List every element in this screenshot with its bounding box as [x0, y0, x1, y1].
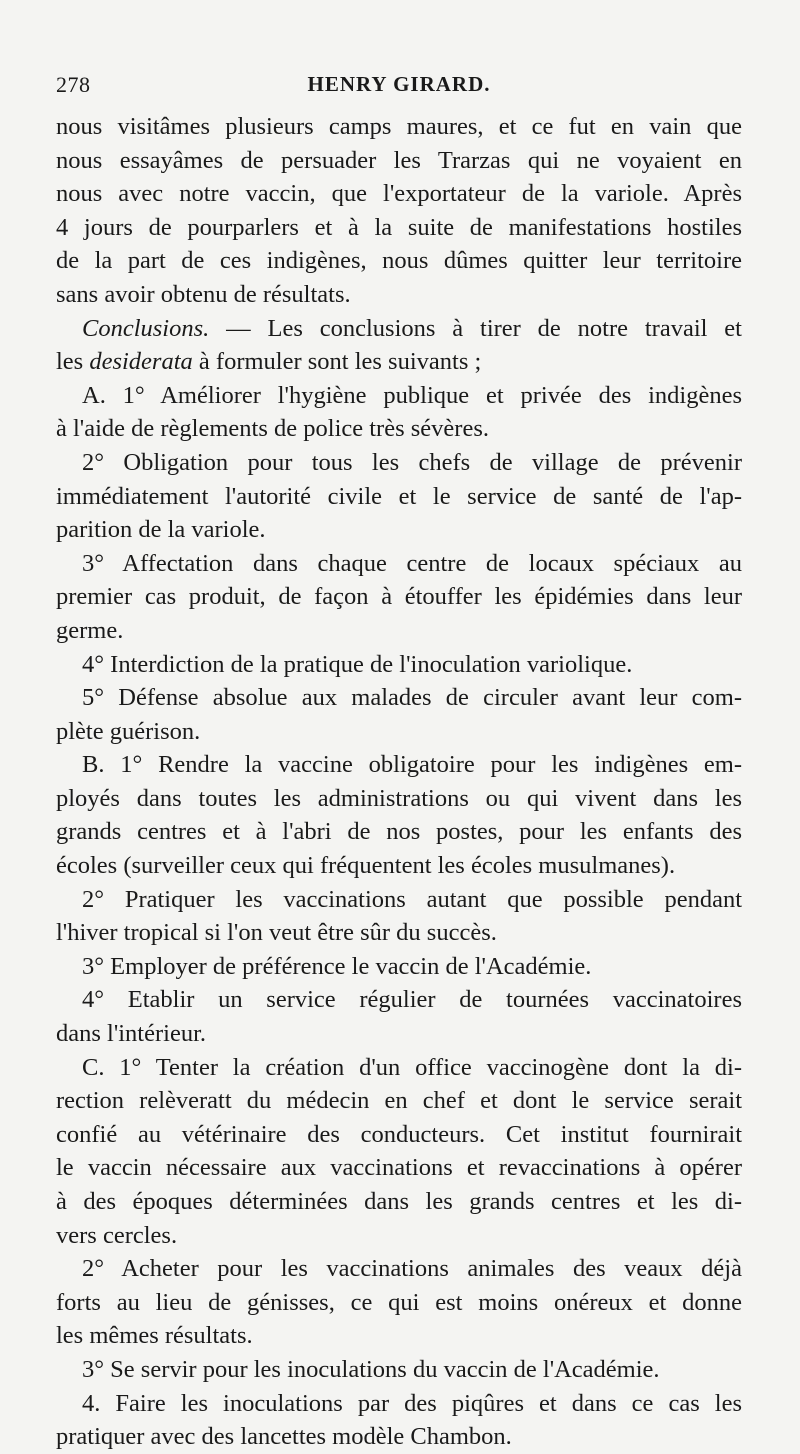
text-line-content: C. 1° Tenter la création d'un office vaccinogène dont la di- [82, 1053, 742, 1081]
text-line [56, 446, 742, 480]
running-head: HENRY GIRARD. [307, 72, 491, 96]
text-line [56, 1151, 742, 1185]
text-line [56, 1185, 742, 1219]
text-line [56, 513, 742, 547]
text-line [56, 144, 742, 178]
text-line-prefix: les [56, 348, 90, 376]
text-line-content: rection relèveratt du médecin en chef et dont le service serait [56, 1087, 742, 1115]
text-line [56, 849, 742, 883]
text-line [56, 715, 742, 749]
text-line-content: nous avec notre vaccin, que l'exportateur de la variole. Après [56, 180, 742, 208]
text-line-content: 4° Etablir un service régulier de tournées vaccinatoires [82, 986, 742, 1014]
text-line-content: nous essayâmes de persuader les Trarzas qui ne voyaient en [56, 146, 742, 174]
text-line [56, 1387, 742, 1421]
text-line [56, 815, 742, 849]
text-line [56, 1420, 742, 1454]
text-line-content: 4° Interdiction de la pratique de l'inoculation variolique. [82, 650, 633, 678]
text-line-content: forts au lieu de génisses, ce qui est moins onéreux et donne [56, 1288, 742, 1316]
text-line [56, 983, 742, 1017]
text-line [56, 480, 742, 514]
text-line-content: 3° Employer de préférence le vaccin de l'Académie. [82, 952, 592, 980]
text-line [56, 1319, 742, 1353]
text-line-content: à des époques déterminées dans les grands centres et les di- [56, 1188, 742, 1215]
text-line-content: confié au vétérinaire des conducteurs. Cet institut fournirait [56, 1120, 742, 1148]
text-line [56, 1051, 742, 1085]
text-line-content: immédiatement l'autorité civile et le service de santé de l'ap- [56, 482, 742, 510]
text-line [56, 614, 742, 648]
text-line [56, 1286, 742, 1320]
text-line [56, 110, 742, 144]
text-line [56, 278, 742, 312]
text-line-content: B. 1° Rendre la vaccine obligatoire pour les indigènes em- [82, 751, 742, 779]
text-line [56, 244, 742, 278]
text-line-content: grands centres et à l'abri de nos postes, pour les enfants des [56, 818, 742, 846]
text-line [56, 748, 742, 782]
text-line [56, 345, 742, 379]
text-line [56, 782, 742, 816]
text-line-content: 4. Faire les inoculations par des piqûres et dans ce cas les [82, 1389, 742, 1417]
text-line [56, 950, 742, 984]
text-line [56, 547, 742, 581]
text-line [56, 1118, 742, 1152]
text-line-content: écoles (surveiller ceux qui fréquentent les écoles musulmanes). [56, 852, 676, 880]
text-line-content: l'hiver tropical si l'on veut être sûr du succès. [56, 919, 497, 947]
text-line-content: à l'aide de règlements de police très sévères. [56, 415, 489, 443]
text-line-content: vers cercles. [56, 1221, 178, 1249]
text-line-content: nous visitâmes plusieurs camps maures, et ce fut en vain que [56, 113, 742, 140]
text-line [56, 1017, 742, 1051]
text-line [56, 681, 742, 715]
text-line-content: 3° Se servir pour les inoculations du vaccin de l'Académie. [82, 1355, 660, 1383]
text-line-content: 2° Acheter pour les vaccinations animales des veaux déjà [82, 1255, 742, 1283]
text-line [56, 412, 742, 446]
text-line [56, 883, 742, 917]
text-line [56, 312, 742, 346]
text-line-content: dans l'intérieur. [56, 1020, 207, 1048]
page-header [56, 72, 742, 102]
text-line [56, 1219, 742, 1253]
text-line [56, 1252, 742, 1286]
text-line-content: germe. [56, 616, 124, 644]
text-line [56, 648, 742, 682]
text-line-content: 4 jours de pourparlers et à la suite de manifestations hostiles [56, 213, 742, 241]
italic-term: Conclusions. [82, 314, 210, 342]
text-line [56, 177, 742, 211]
text-line-content: pratiquer avec des lancettes modèle Chambon. [56, 1423, 512, 1451]
text-line-content: 5° Défense absolue aux malades de circuler avant leur com- [82, 684, 742, 712]
text-line [56, 211, 742, 245]
italic-term: desiderata [89, 348, 193, 376]
text-line-content: le vaccin nécessaire aux vaccinations et revaccinations à opérer [56, 1154, 742, 1182]
text-line-content: parition de la variole. [56, 516, 266, 544]
text-line-content: ployés dans toutes les administrations ou qui vivent dans les [56, 784, 742, 812]
text-line [56, 1084, 742, 1118]
text-line [56, 1353, 742, 1387]
text-line-content: 3° Affectation dans chaque centre de locaux spéciaux au [82, 549, 742, 577]
page-number: 278 [56, 72, 91, 97]
text-line-content: 2° Pratiquer les vaccinations autant que possible pendant [82, 885, 742, 913]
text-line-content: plète guérison. [56, 717, 201, 745]
text-line [56, 379, 742, 413]
text-line-content: les mêmes résultats. [56, 1322, 253, 1350]
text-line-content: premier cas produit, de façon à étouffer les épidémies dans leur [56, 583, 742, 611]
text-line-content: A. 1° Améliorer l'hygiène publique et privée des indigènes [82, 381, 742, 409]
text-line-content: — Les conclusions à tirer de notre travail et [209, 314, 742, 342]
text-line [56, 916, 742, 950]
text-line [56, 580, 742, 614]
text-line-content: de la part de ces indigènes, nous dûmes quitter leur territoire [56, 247, 742, 275]
body-text [56, 110, 742, 1454]
text-line-content: à formuler sont les suivants ; [192, 348, 482, 376]
text-line-content: sans avoir obtenu de résultats. [56, 280, 351, 308]
text-line-content: 2° Obligation pour tous les chefs de village de prévenir [82, 448, 742, 476]
